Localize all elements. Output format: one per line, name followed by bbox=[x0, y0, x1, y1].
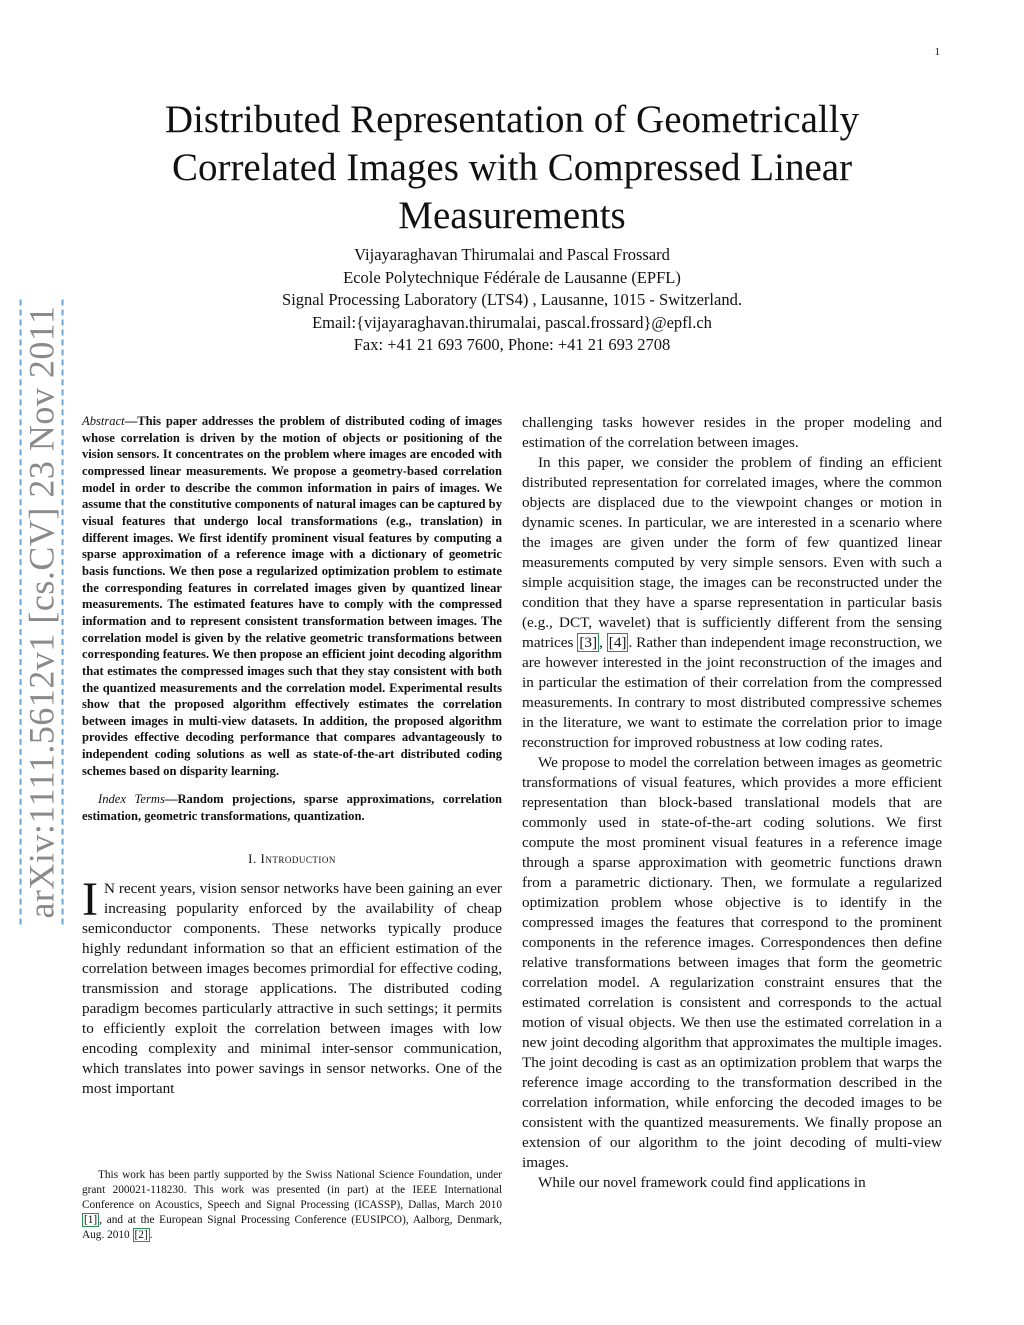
right-paragraph-1: challenging tasks however resides in the proper modeling and estimation of the correlation between images. bbox=[522, 414, 942, 451]
arxiv-identifier: arXiv:1111.5612v1 [cs.CV] 23 Nov 2011 bbox=[20, 299, 64, 924]
author-contact: Fax: +41 21 693 7600, Phone: +41 21 693 2708 bbox=[353, 335, 671, 354]
author-email: Email:{vijayaraghavan.thirumalai, pascal.frossard}@epfl.ch bbox=[312, 312, 712, 332]
author-block bbox=[100, 244, 924, 357]
footnote-text-b: , and at the European Signal Processing Conference (EUSIPCO), Aalborg, Denmark, Aug. 2010 bbox=[82, 1213, 502, 1241]
dropcap-letter: I bbox=[82, 872, 98, 926]
citation-link-4[interactable]: [4] bbox=[608, 634, 627, 651]
section-title: Introduction bbox=[260, 850, 336, 866]
right-paragraph-2-text-a: In this paper, we consider the problem of finding an efficient distributed representation for correlated images, where the common objects are displaced due to the viewpoint changes or motion in dynamic scenes. In particular, we are interested in a scenario where the images are given under the form of few quantized linear measurements computed by very simple sensors. Even with such a simple acquisition stage, the images can be reconstructed under the condition that they have a sparse representation in particular basis (e.g., DCT, wavelet) that is sufficiently different from the sensing matrices bbox=[522, 454, 942, 651]
author-institution: Ecole Polytechnique Fédérale de Lausanne (EPFL) bbox=[343, 267, 681, 287]
right-paragraph-3: We propose to model the correlation between images as geometric transformations of visual features, which provides a more efficient representation than block-based translational models that are commonly used in state-of-the-art coding solutions. We first compute the most prominent visual features in a reference image through a sparse approximation with geometric functions drawn from a parametric dictionary. Then, we formulate a regularized optimization problem whose objective is to identify in the compressed images the features that correspond to the prominent components in the reference images. Correspondences then define relative transformations between images that form the geometric correlation model. A regularization constraint ensures that the estimated correlation is consistent and corresponds to the actual motion of visual objects. We then use the estimated correlation in a new joint decoding algorithm that approximates the multiple images. The joint decoding is cast as an optimization problem that warps the reference image according to the transformation described in the correlation information, while enforcing the decoded images to be consistent with the quantized measurements. We finally propose an extension of our algorithm to the joint decoding of multi-view images. bbox=[522, 754, 942, 1171]
abstract bbox=[82, 413, 502, 779]
index-terms-label: Index Terms bbox=[98, 792, 165, 807]
citation-link-2[interactable]: [2] bbox=[134, 1228, 148, 1241]
left-column bbox=[82, 413, 502, 1099]
paper-title: Distributed Representation of Geometrically Correlated Images with Compressed Linear Measurements bbox=[164, 98, 860, 237]
section-heading-introduction bbox=[82, 851, 502, 867]
section-number: I. bbox=[248, 850, 257, 866]
author-names: Vijayaraghavan Thirumalai and Pascal Frossard bbox=[354, 245, 670, 264]
footnote bbox=[82, 1168, 502, 1243]
right-paragraph-2 bbox=[522, 453, 942, 753]
page-number: 1 bbox=[934, 46, 940, 58]
intro-paragraph-1-text: N recent years, vision sensor networks have been gaining an ever increasing popularity enforced by the availability of cheap semiconductor components. These networks typically produce highly redundant information so that an efficient estimation of the correlation between images becomes primordial for effective coding, transmission and storage applications. The distributed coding paradigm becomes particularly attractive in such settings; it permits to efficiently exploit the correlation between images with low encoding complexity and minimal inter-sensor communication, which translates into power savings in sensor networks. One of the most important bbox=[82, 879, 502, 1097]
citation-link-3[interactable]: [3] bbox=[579, 634, 598, 651]
arxiv-stamp bbox=[22, 305, 63, 919]
intro-paragraph-1 bbox=[82, 872, 502, 1099]
right-column bbox=[522, 413, 942, 1193]
index-terms-text: —Random projections, sparse approximations, correlation estimation, geometric transformations, quantization. bbox=[82, 792, 503, 824]
index-terms bbox=[82, 791, 502, 824]
right-paragraph-2-text-b: , bbox=[599, 634, 607, 651]
footnote-text-a: This work has been partly supported by the Swiss National Science Foundation, under grant 200021-118230. This work was presented (in part) at the IEEE International Conference on Acoustics, Speech and Signal Processing (ICASSP), Dallas, March 2010 bbox=[82, 1169, 502, 1211]
right-paragraph-4: While our novel framework could find applications in bbox=[538, 1174, 866, 1191]
right-paragraph-2-text-c: . Rather than independent image reconstruction, we are however interested in the joint reconstruction of the images and in particular the estimation of their correlation from the compressed measurements. In contrary to most distributed compressive schemes in the literature, we want to estimate the correlation prior to image reconstruction for improved robustness at low coding rates. bbox=[522, 634, 942, 751]
abstract-label: Abstract bbox=[82, 414, 125, 428]
citation-link-1[interactable]: [1] bbox=[84, 1213, 98, 1226]
footnote-text-c: . bbox=[149, 1228, 153, 1241]
author-lab: Signal Processing Laboratory (LTS4) , Lausanne, 1015 - Switzerland. bbox=[282, 290, 742, 309]
abstract-text: —This paper addresses the problem of distributed coding of images whose correlation is driven by the motion of objects or positioning of the vision sensors. It concentrates on the problem where images are encoded with compressed linear measurements. We propose a geometry-based correlation model in order to describe the common information in pairs of images. We assume that the constitutive components of natural images can be captured by visual features that undergo local transformations (e.g., translation) in different images. We first identify prominent visual features by computing a sparse approximation of a reference image with a dictionary of geometric basis functions. We then pose a regularized optimization problem to estimate the corresponding features in correlated images given by quantized linear measurements. The estimated features have to comply with the compressed information and to represent consistent transformation between images. The correlation model is given by the relative geometric transformations between corresponding features. We then propose an efficient joint decoding algorithm that estimates the compressed images such that they stay consistent with both the quantized measurements and the correlation model. Experimental results show that the proposed algorithm effectively estimates the correlation between images in multi-view datasets. In addition, the proposed algorithm provides effective decoding performance that compares advantageously to independent coding solutions as well as state-of-the-art distributed coding schemes based on disparity learning. bbox=[82, 414, 502, 778]
